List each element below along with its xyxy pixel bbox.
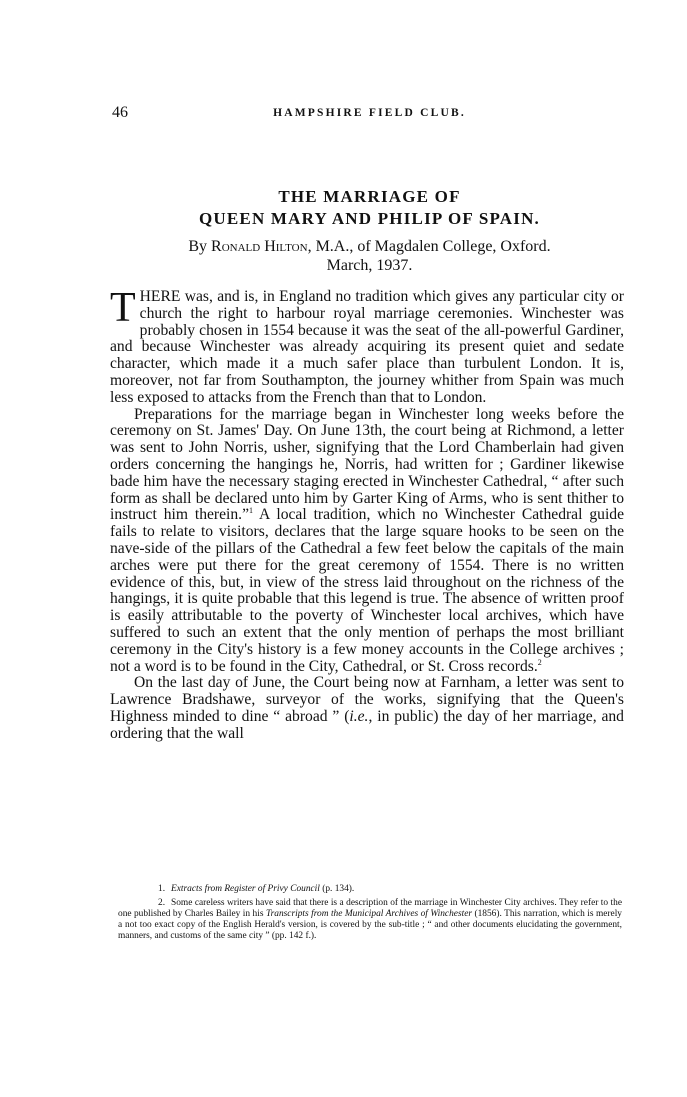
paragraph-1-text: HERE was, and is, in England no tradition which gives any particular city or church the right to harbour royal marriage ceremonies. Winchester was probably chosen in 1554 because it was the seat of the all-powerful Gardiner, and because Winchester was already acquiring its present quiet and sedate character, which made it a much safer place than turbulent London. It is, moreover, not far from Southampton, the journey whither from Spain was much less exposed to attacks from the French than that to London. xyxy=(110,288,624,406)
footnote-2-text-a: Some careless writers have said that there is a description of the marriage in Winchester City archives. They refer to the one published by Charles Bailey in his xyxy=(118,898,622,919)
author-name: Ronald Hilton xyxy=(211,238,308,255)
byline xyxy=(112,237,627,256)
footnotes xyxy=(118,884,622,945)
paragraph-3-ie: i.e. xyxy=(349,707,369,725)
paragraph-3-text-a: On the last day of June, the Court being now at Farnham, a letter was sent to Lawrence Bradshawe, surveyor of the works, signifying that the Queen's Highness minded to dine “ abroad ” ( xyxy=(110,674,624,725)
paragraph-1 xyxy=(110,285,624,407)
footnote-2-number: 2. xyxy=(158,898,166,908)
paragraph-2-text-a: Preparations for the marriage began in Winchester long weeks before the ceremony on St. James' Day. On June 13th, the court being at Richmond, a letter was sent to John Norris, usher, signifying that the Lord Chamberlain had given orders concerning the hangings he, Norris, had written for ; Gardiner likewise bade him have the necessary staging erected in Winchester Cathedral, “ after such form as shall be declared unto him by Garter King of Arms, who is sent thither to instruct him therein.” xyxy=(110,405,624,524)
paragraph-2-text-b: A local tradition, which no Winchester Cathedral guide fails to relate to visitors, declares that the large square hooks to be seen on the nave-side of the pillars of the Cathedral a few feet below the capitals of the main arches were put there for the great ceremony of 1554. There is no written evidence of this, but, in view of the stress laid throughout on the richness of the hangings, it is quite probable that this legend is true. The absence of written proof is easily attributable to the poverty of Winchester local archives, which have suffered to such an extent that the only mention of perhaps the most brilliant ceremony in the City's history is a few money accounts in the College archives ; not a word is to be found in the City, Cathedral, or St. Cross records. xyxy=(110,506,624,675)
footnote-2 xyxy=(118,898,622,942)
footnote-ref-1: 1 xyxy=(249,506,253,516)
paragraph-2 xyxy=(110,407,624,676)
byline-prefix: By xyxy=(188,238,208,255)
page-number: 46 xyxy=(112,104,128,121)
article-title-line-2: QUEEN MARY AND PHILIP OF SPAIN. xyxy=(198,209,541,228)
footnote-1-number: 1. xyxy=(158,884,166,894)
paragraph-3-text-b: , in public) the day of her marriage, and ordering that the wall xyxy=(110,707,624,742)
footnote-2-work-title: Transcripts from the Municipal Archives of Winchester xyxy=(265,909,473,919)
article-heading xyxy=(112,186,627,275)
article-body xyxy=(110,285,624,743)
footnote-1-page: (p. 134). xyxy=(319,884,355,894)
drop-cap: T xyxy=(110,285,136,331)
author-affiliation: , M.A., of Magdalen College, Oxford. xyxy=(307,238,551,255)
running-head xyxy=(112,104,627,126)
article-title-line-1: THE MARRIAGE OF xyxy=(278,187,461,206)
footnote-1 xyxy=(118,884,622,895)
footnote-ref-2: 2 xyxy=(537,657,542,667)
footnote-1-source: Extracts from Register of Privy Council xyxy=(171,884,320,894)
paragraph-3 xyxy=(110,675,624,742)
article-date: March, 1937. xyxy=(326,257,413,274)
journal-title: HAMPSHIRE FIELD CLUB. xyxy=(273,107,466,119)
footnote-2-text-b: (1856). This narration, which is merely a not too exact copy of the English Herald's version, is covered by the sub-title ; “ and other documents elucidating the government, manners, and customs of the same city ” (pp. 142 f.). xyxy=(118,909,622,941)
